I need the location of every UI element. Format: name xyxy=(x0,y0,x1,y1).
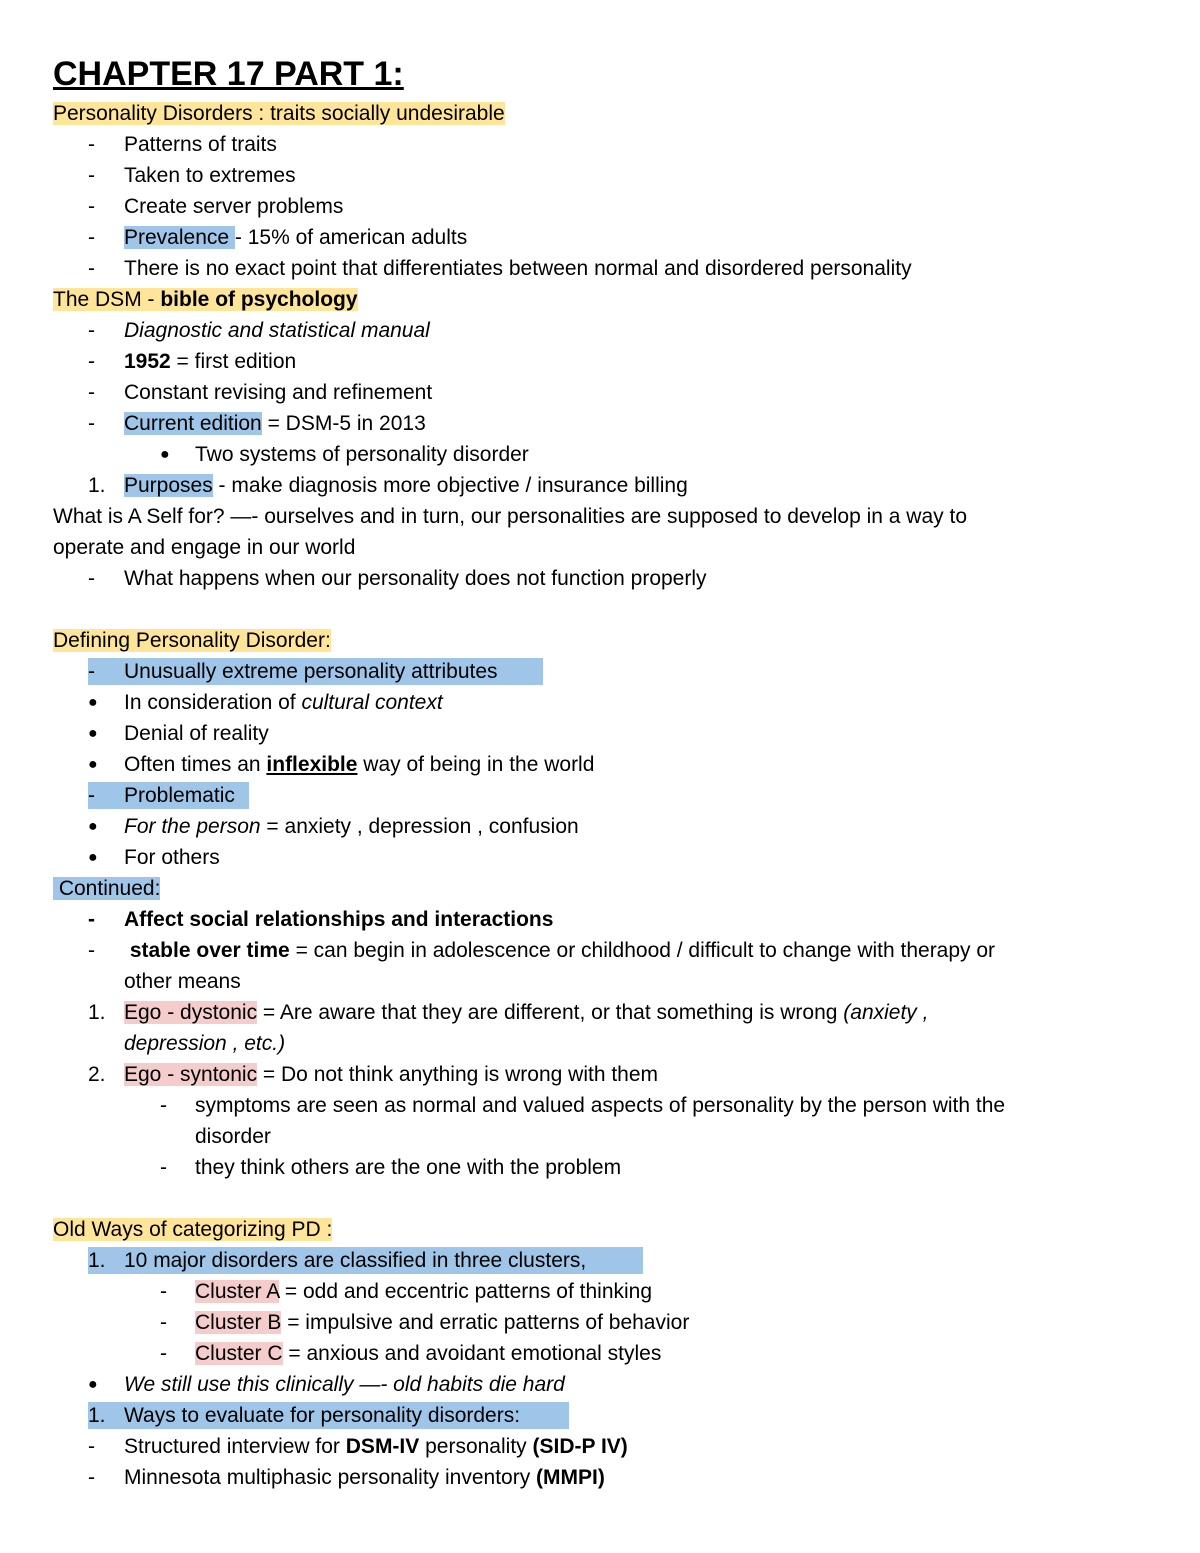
text-italic: depression , etc.) xyxy=(124,1032,286,1055)
list-item-text: other means xyxy=(124,970,241,993)
bullet-marker: ● xyxy=(88,1376,98,1393)
sub-list-item xyxy=(53,1307,1153,1338)
list-item xyxy=(53,904,1153,935)
list-item xyxy=(53,160,1153,191)
number-marker: 1. xyxy=(88,1001,106,1024)
list-item xyxy=(53,377,1153,408)
list-item xyxy=(53,346,1153,377)
list-item xyxy=(53,129,1153,160)
dash-marker: - xyxy=(88,164,95,187)
list-item-text: Create server problems xyxy=(124,195,344,218)
cluster-a-highlight: Cluster A xyxy=(195,1280,280,1303)
text-bold: (SID-P IV) xyxy=(532,1435,628,1458)
list-item-text xyxy=(124,811,579,842)
prevalence-highlight: Prevalence xyxy=(124,226,235,249)
numbered-item-dystonic xyxy=(53,997,1153,1028)
list-item-text: Patterns of traits xyxy=(124,133,277,156)
heading-text: Personality Disorders : traits socially undesirable xyxy=(53,102,505,125)
numbered-item-continuation xyxy=(53,1028,1153,1059)
purposes-text: - make diagnosis more objective / insurance billing xyxy=(212,474,688,497)
number-marker: 2. xyxy=(88,1063,106,1086)
list-item-text xyxy=(124,346,296,377)
spacer xyxy=(53,1183,1153,1214)
document-page xyxy=(53,52,1153,1493)
heading-bold: bible of psychology xyxy=(160,288,358,311)
dash-marker: - xyxy=(160,1280,167,1303)
dystonic-highlight: Ego - dystonic xyxy=(124,1001,258,1024)
paragraph-line: What is A Self for? —- ourselves and in turn, our personalities are supposed to develop in a way to xyxy=(53,505,968,528)
heading-text xyxy=(53,288,358,311)
bullet-marker: ● xyxy=(88,818,98,835)
dash-marker: - xyxy=(160,1094,167,1117)
list-item-text: Unusually extreme personality attributes xyxy=(124,660,498,683)
sub-list-item xyxy=(53,439,1153,470)
numbered-item xyxy=(53,470,1153,501)
list-item-text: There is no exact point that differentiates between normal and disordered personality xyxy=(124,257,912,280)
current-edition-highlight: Current edition xyxy=(124,412,262,435)
list-item-text: Taken to extremes xyxy=(124,164,296,187)
text-bold: stable over time xyxy=(124,939,290,962)
text-part: Often times an xyxy=(124,753,267,776)
section-heading-old-ways xyxy=(53,1214,1153,1245)
dash-marker: - xyxy=(88,350,95,373)
list-item-text xyxy=(124,408,426,439)
current-edition-text: = DSM-5 in 2013 xyxy=(261,412,426,435)
text-part: In consideration of xyxy=(124,691,302,714)
number-marker: 1. xyxy=(88,1404,106,1427)
cluster-b-highlight: Cluster B xyxy=(195,1311,282,1334)
list-item-text: Constant revising and refinement xyxy=(124,381,433,404)
bullet-marker: ● xyxy=(88,694,98,711)
list-item-text xyxy=(124,222,467,253)
dash-marker: - xyxy=(88,784,95,807)
page-title: CHAPTER 17 PART 1: xyxy=(53,55,404,93)
list-item-text: Affect social relationships and interactions xyxy=(124,908,554,931)
bullet-marker: ● xyxy=(88,849,98,866)
list-item-text: Ways to evaluate for personality disorders: xyxy=(124,1404,521,1427)
dash-marker: - xyxy=(88,412,95,435)
list-item-text: Two systems of personality disorder xyxy=(195,443,529,466)
paragraph-line: operate and engage in our world xyxy=(53,536,356,559)
dash-marker: - xyxy=(88,939,95,962)
heading-text: Old Ways of categorizing PD : xyxy=(53,1218,333,1241)
list-item-text xyxy=(124,470,688,501)
list-item xyxy=(53,1462,1153,1493)
text-bold-underline: inflexible xyxy=(266,753,358,776)
numbered-item-highlighted xyxy=(53,1400,1153,1431)
list-item xyxy=(53,408,1153,439)
syntonic-highlight: Ego - syntonic xyxy=(124,1063,258,1086)
dash-marker: - xyxy=(160,1156,167,1179)
list-item-text xyxy=(124,1059,658,1090)
list-item xyxy=(53,253,1153,284)
list-item-text: Diagnostic and statistical manual xyxy=(124,319,430,342)
list-item-text xyxy=(124,1431,628,1462)
list-item-text xyxy=(124,997,928,1028)
bullet-marker: ● xyxy=(88,725,98,742)
text-part: Structured interview for xyxy=(124,1435,346,1458)
list-item xyxy=(53,842,1153,873)
list-item-text: they think others are the one with the problem xyxy=(195,1156,622,1179)
list-item-prevalence xyxy=(53,222,1153,253)
list-item xyxy=(53,315,1153,346)
dash-marker: - xyxy=(88,908,95,931)
heading-text: Continued: xyxy=(53,877,161,900)
text-part: = anxiety , depression , confusion xyxy=(260,815,579,838)
sub-list-item xyxy=(53,1152,1153,1183)
text-part: personality xyxy=(419,1435,533,1458)
text-part: way of being in the world xyxy=(357,753,595,776)
sub-list-item xyxy=(53,1338,1153,1369)
list-item xyxy=(53,935,1153,966)
numbered-item-syntonic xyxy=(53,1059,1153,1090)
purposes-highlight: Purposes xyxy=(124,474,213,497)
dash-marker: - xyxy=(88,1466,95,1489)
dash-marker: - xyxy=(160,1311,167,1334)
numbered-item-highlighted xyxy=(53,1245,1153,1276)
list-item xyxy=(53,811,1153,842)
section-heading-dsm xyxy=(53,284,1153,315)
list-item-text xyxy=(195,1276,652,1307)
list-item-text xyxy=(124,749,594,780)
section-heading-personality-disorders xyxy=(53,98,1153,129)
list-item-text: symptoms are seen as normal and valued aspects of personality by the person with the xyxy=(195,1094,1006,1117)
text-part: = Do not think anything is wrong with them xyxy=(257,1063,659,1086)
sub-list-item xyxy=(53,1276,1153,1307)
list-item xyxy=(53,1431,1153,1462)
list-item xyxy=(53,1369,1153,1400)
list-item-text xyxy=(195,1307,689,1338)
text-part: = can begin in adolescence or childhood / difficult to change with therapy or xyxy=(289,939,996,962)
text-bold: (MMPI) xyxy=(536,1466,605,1489)
text-part: = Are aware that they are different, or that something is wrong xyxy=(257,1001,844,1024)
list-item-text xyxy=(124,687,443,718)
text-italic: (anxiety , xyxy=(843,1001,929,1024)
text-italic: For the person xyxy=(124,815,261,838)
dash-marker: - xyxy=(88,226,95,249)
dash-marker: - xyxy=(88,660,95,683)
dash-marker: - xyxy=(88,195,95,218)
list-item-continuation xyxy=(53,966,1153,997)
text-part: = anxious and avoidant emotional styles xyxy=(282,1342,662,1365)
dash-marker: - xyxy=(88,1435,95,1458)
list-item xyxy=(53,749,1153,780)
dash-marker: - xyxy=(88,567,95,590)
dash-marker: - xyxy=(160,1342,167,1365)
number-marker: 1. xyxy=(88,474,106,497)
list-item-highlighted xyxy=(53,780,1153,811)
list-item-text: For others xyxy=(124,846,220,869)
list-item xyxy=(53,563,1153,594)
text-italic: cultural context xyxy=(301,691,443,714)
list-item xyxy=(53,687,1153,718)
list-item-highlighted xyxy=(53,656,1153,687)
list-item-text: What happens when our personality does not function properly xyxy=(124,567,707,590)
list-item-text: We still use this clinically —- old habits die hard xyxy=(124,1373,565,1396)
dash-marker: - xyxy=(88,133,95,156)
text-bold: DSM-IV xyxy=(345,1435,420,1458)
cluster-c-highlight: Cluster C xyxy=(195,1342,283,1365)
text-part: = impulsive and erratic patterns of behavior xyxy=(281,1311,690,1334)
number-marker: 1. xyxy=(88,1249,106,1272)
dash-marker: - xyxy=(88,381,95,404)
dash-marker: - xyxy=(88,257,95,280)
text-part: = odd and eccentric patterns of thinking xyxy=(279,1280,653,1303)
list-item xyxy=(53,191,1153,222)
list-item-text xyxy=(195,1338,661,1369)
list-item-text: 10 major disorders are classified in three clusters, xyxy=(124,1249,587,1272)
heading-part: The DSM - xyxy=(53,288,161,311)
year-text: = first edition xyxy=(170,350,297,373)
list-item-text xyxy=(124,935,995,966)
list-item-text: Denial of reality xyxy=(124,722,269,745)
list-item-text: Problematic xyxy=(124,784,235,807)
sub-list-item xyxy=(53,1090,1153,1121)
dash-marker: - xyxy=(88,319,95,342)
heading-text: Defining Personality Disorder: xyxy=(53,629,331,652)
list-item-text: disorder xyxy=(195,1125,271,1148)
year-bold: 1952 xyxy=(124,350,171,373)
bullet-marker: ● xyxy=(88,756,98,773)
list-item-text xyxy=(124,1462,605,1493)
prevalence-text: - 15% of american adults xyxy=(234,226,468,249)
section-heading-continued xyxy=(53,873,1153,904)
text-part: Minnesota multiphasic personality inventory xyxy=(124,1466,537,1489)
bullet-marker: ● xyxy=(160,446,170,463)
section-heading-defining xyxy=(53,625,1153,656)
spacer xyxy=(53,594,1153,625)
sub-list-item-continuation xyxy=(53,1121,1153,1152)
list-item xyxy=(53,718,1153,749)
